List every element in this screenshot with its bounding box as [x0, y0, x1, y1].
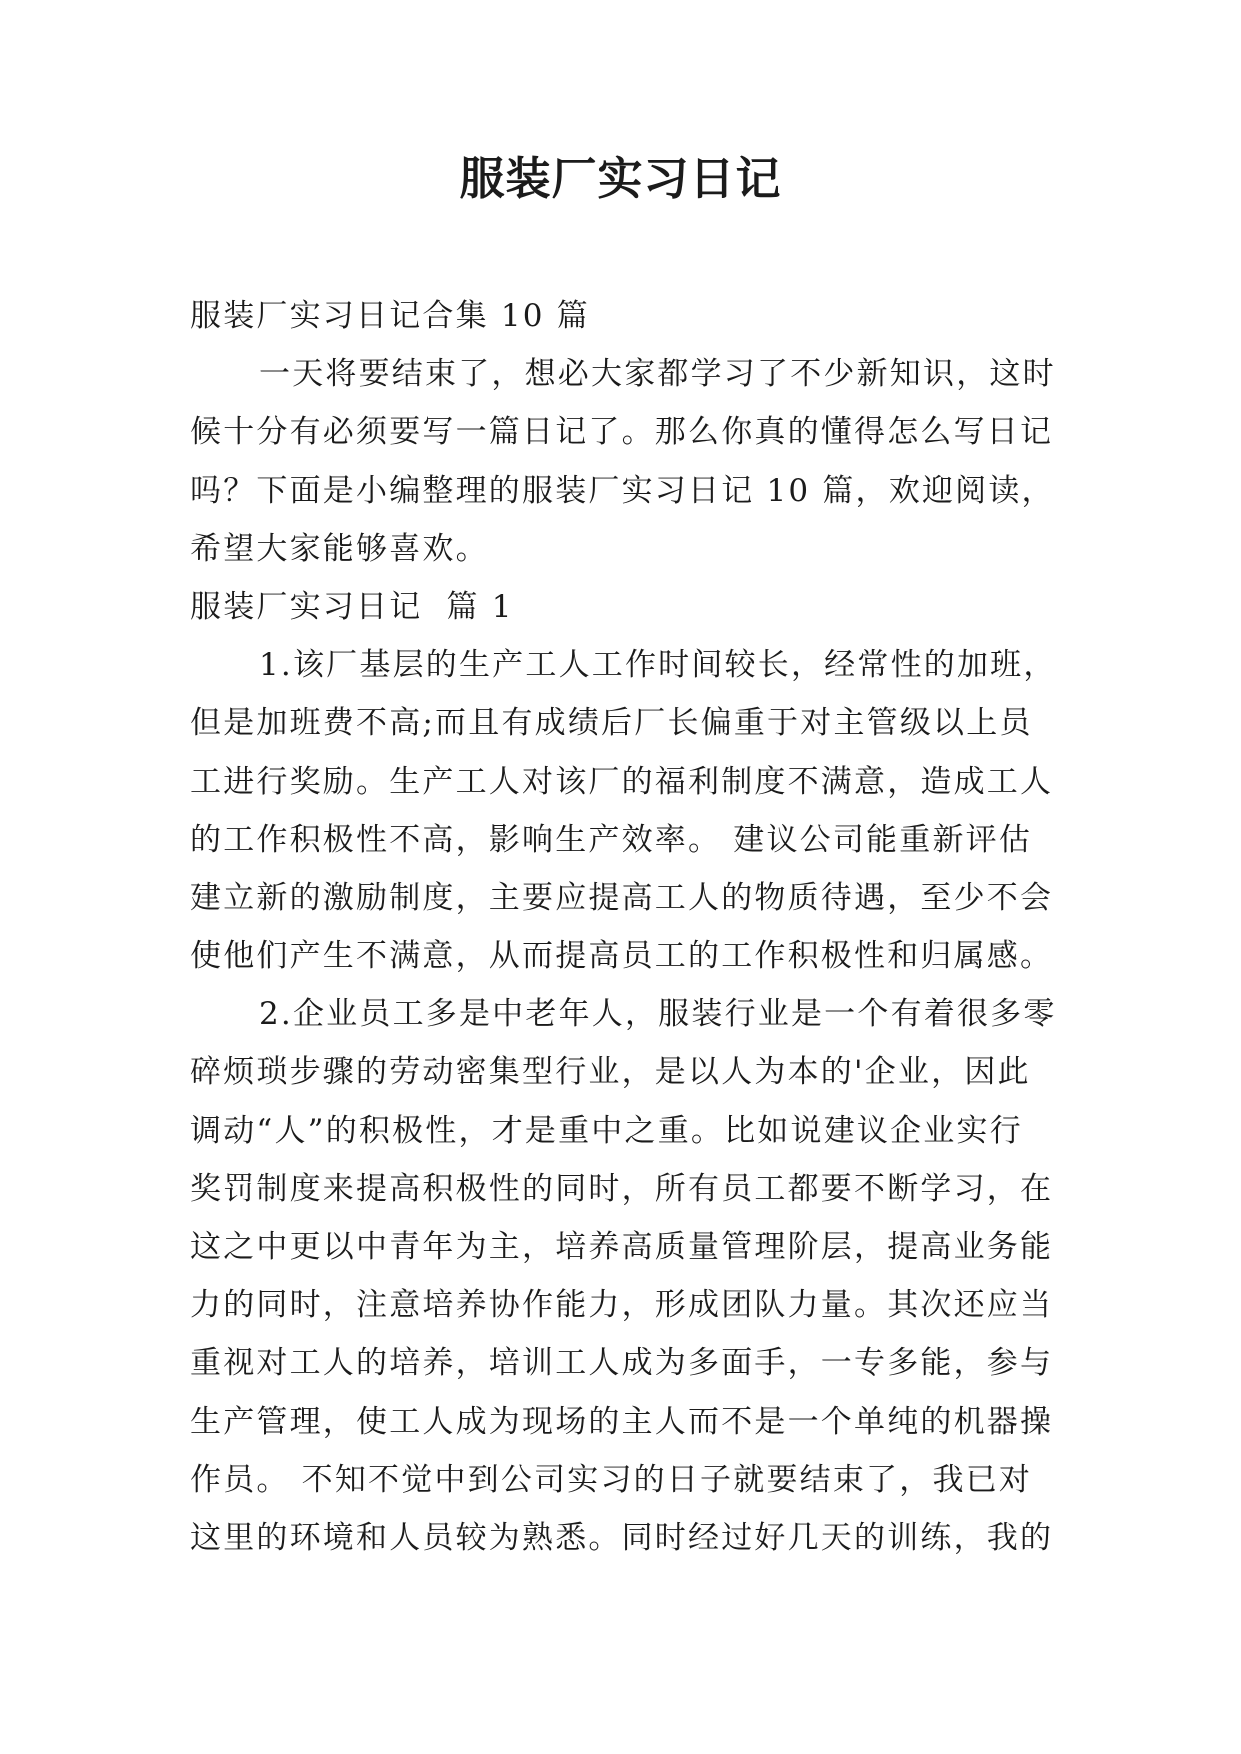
paragraph-line: 2.企业员工多是中老年人，服装行业是一个有着很多零 — [259, 996, 1057, 1033]
paragraph-line: 建立新的激励制度，主要应提高工人的物质待遇，至少不会 — [190, 879, 1054, 916]
document-title: 服装厂实习日记 — [459, 152, 782, 205]
paragraph-line: 1.该厂基层的生产工人工作时间较长，经常性的加班， — [259, 647, 1057, 684]
section-heading: 服装厂实习日记 篇 1 — [190, 588, 514, 625]
paragraph-line: 作员。 不知不觉中到公司实习的日子就要结束了，我已对 — [190, 1461, 1033, 1498]
paragraph-line: 工进行奖励。生产工人对该厂的福利制度不满意，造成工人 — [190, 763, 1054, 800]
paragraph-line: 这里的环境和人员较为熟悉。同时经过好几天的训练，我的 — [190, 1519, 1054, 1556]
paragraph-line: 但是加班费不高;而且有成绩后厂长偏重于对主管级以上员 — [190, 705, 1033, 742]
paragraph-line: 生产管理，使工人成为现场的主人而不是一个单纯的机器操 — [190, 1403, 1054, 1440]
paragraph-line: 这之中更以中青年为主，培养高质量管理阶层，提高业务能 — [190, 1229, 1054, 1265]
paragraph-line: 的工作积极性不高，影响生产效率。 建议公司能重新评估 — [190, 821, 1033, 858]
collection-heading: 服装厂实习日记合集 10 篇 — [190, 298, 590, 334]
paragraph-line: 奖罚制度来提高积极性的同时，所有员工都要不断学习，在 — [190, 1170, 1054, 1207]
paragraph-line: 重视对工人的培养，培训工人成为多面手，一专多能，参与 — [190, 1345, 1054, 1382]
intro-paragraph-line: 候十分有必须要写一篇日记了。那么你真的懂得怎么写日记 — [190, 414, 1054, 451]
document-body — [190, 287, 1090, 1567]
paragraph-line: 碎烦琐步骤的劳动密集型行业，是以人为本的'企业，因此 — [190, 1054, 1031, 1091]
intro-paragraph-line: 吗？下面是小编整理的服装厂实习日记 10 篇，欢迎阅读， — [190, 472, 1055, 509]
intro-paragraph-line: 一天将要结束了，想必大家都学习了不少新知识，这时 — [259, 356, 1056, 393]
paragraph-line: 使他们产生不满意，从而提高员工的工作积极性和归属感。 — [190, 938, 1054, 975]
paragraph-line: 调动“人”的积极性，才是重中之重。比如说建议企业实行 — [190, 1112, 1023, 1149]
paragraph-line: 力的同时，注意培养协作能力，形成团队力量。其次还应当 — [190, 1287, 1054, 1324]
intro-paragraph-line: 希望大家能够喜欢。 — [190, 530, 489, 567]
